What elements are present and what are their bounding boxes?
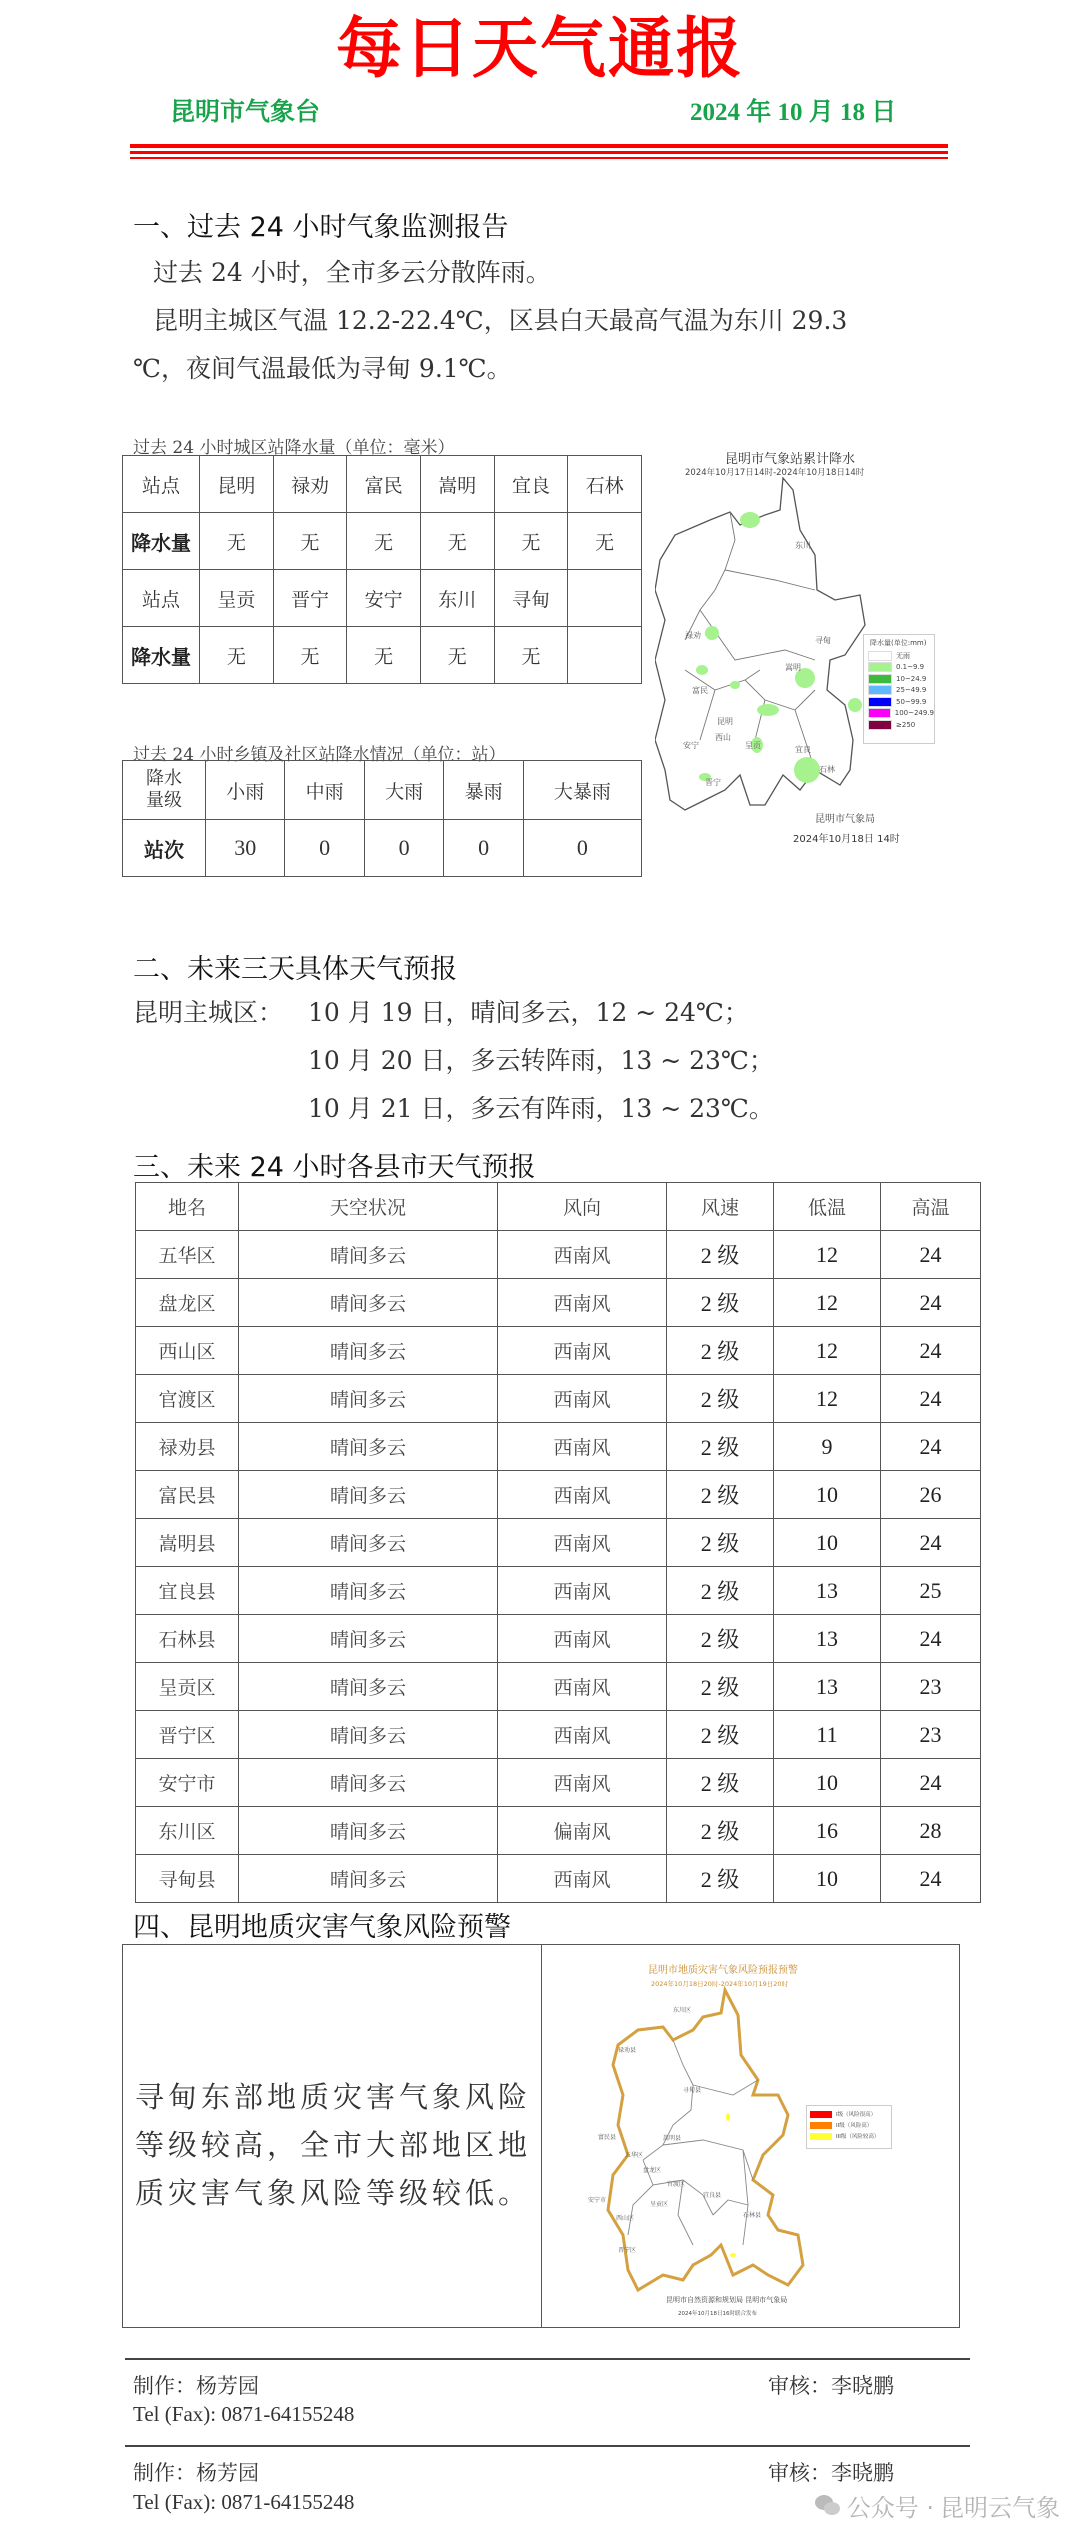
legend-label: 25~49.9: [896, 686, 927, 694]
high-temp-cell: 23: [881, 1663, 981, 1711]
place-cell: 嵩明县: [136, 1519, 239, 1567]
low-temp-cell: 10: [774, 1759, 881, 1807]
count-cell: 0: [364, 820, 443, 877]
high-temp-cell: 23: [881, 1711, 981, 1759]
bulletin-title: 每日天气通报: [336, 9, 744, 87]
wind-direction-cell: 西南风: [498, 1375, 667, 1423]
row-label: [123, 761, 206, 820]
legend-label: II级（风险高）: [836, 2123, 873, 2129]
table-row: [123, 627, 642, 684]
wechat-icon: [815, 2495, 841, 2517]
wind-direction-cell: 西南风: [498, 1471, 667, 1519]
watermark-name: 昆明云气象: [940, 2494, 1060, 2522]
sky-cell: 晴间多云: [239, 1759, 498, 1807]
town-rain-table-caption: 过去 24 小时乡镇及社区站降水情况（单位：站）: [133, 745, 506, 765]
level-label-line1: 降水: [146, 768, 182, 789]
wind-direction-cell: 西南风: [498, 1759, 667, 1807]
rain-cell: 无: [568, 513, 642, 570]
low-temp-cell: 12: [774, 1279, 881, 1327]
low-temp-cell: 9: [774, 1423, 881, 1471]
column-header: 高温: [881, 1183, 981, 1231]
place-cell: 晋宁区: [136, 1711, 239, 1759]
table-row: [136, 1807, 981, 1855]
high-temp-cell: 28: [881, 1807, 981, 1855]
high-temp-cell: 24: [881, 1279, 981, 1327]
town-rain-table: [122, 760, 642, 877]
rain-map-label: 晋宁: [705, 778, 721, 787]
station-cell: 寻甸: [494, 570, 568, 627]
rain-legend-item: [868, 697, 934, 706]
geo-map-label: 呈贡区: [650, 2201, 669, 2208]
rain-map-label: 宜良: [795, 745, 811, 754]
rain-map-label: 东川: [795, 541, 811, 550]
column-header: 地名: [136, 1183, 239, 1231]
forecast-day-2: 10 月 20 日，多云转阵雨，13 ~ 23℃；: [308, 1046, 774, 1075]
station-cell: 嵩明: [420, 456, 494, 513]
station-cell: 东川: [420, 570, 494, 627]
place-cell: 宜良县: [136, 1567, 239, 1615]
section1-summary: 过去 24 小时，全市多云分散阵雨。: [153, 258, 551, 287]
rain-map-issuer: 昆明市气象局: [815, 814, 875, 825]
legend-label: 0.1~9.9: [896, 663, 925, 671]
high-temp-cell: 24: [881, 1759, 981, 1807]
legend-label: ≥250: [896, 720, 916, 729]
legend-label: 10~24.9: [896, 674, 927, 683]
wechat-watermark: [815, 2488, 1060, 2523]
footer-tel: Tel (Fax): 0871-64155248: [133, 2490, 355, 2514]
place-cell: 盘龙区: [136, 1279, 239, 1327]
legend-label: I级（风险很高）: [836, 2112, 877, 2118]
count-cell: 0: [285, 820, 364, 877]
high-temp-cell: 24: [881, 1855, 981, 1903]
rain-map-label: 西山: [715, 733, 731, 742]
sky-cell: 晴间多云: [239, 1567, 498, 1615]
table-row: [136, 1855, 981, 1903]
wind-direction-cell: 西南风: [498, 1567, 667, 1615]
rain-map-label: 富民: [692, 686, 708, 695]
wind-speed-cell: 2 级: [667, 1231, 774, 1279]
issuing-organization: 昆明市气象台: [170, 97, 321, 126]
table-row: [136, 1711, 981, 1759]
low-temp-cell: 13: [774, 1567, 881, 1615]
sky-cell: 晴间多云: [239, 1519, 498, 1567]
wind-speed-cell: 2 级: [667, 1327, 774, 1375]
station-cell: 昆明: [200, 456, 274, 513]
rain-legend-item: [868, 709, 934, 718]
legend-swatch: [810, 2133, 832, 2140]
table-row: [136, 1375, 981, 1423]
wind-direction-cell: 西南风: [498, 1615, 667, 1663]
wind-direction-cell: 西南风: [498, 1519, 667, 1567]
wind-speed-cell: 2 级: [667, 1711, 774, 1759]
rain-map-title: 昆明市气象站累计降水: [725, 452, 856, 467]
county-forecast-table: [135, 1182, 981, 1903]
table-row: [123, 820, 642, 877]
row-label: 站点: [123, 570, 200, 627]
sky-cell: 晴间多云: [239, 1375, 498, 1423]
rain-legend-item: [868, 663, 934, 672]
row-label: 降水量: [123, 513, 200, 570]
wind-speed-cell: 2 级: [667, 1423, 774, 1471]
sky-cell: 晴间多云: [239, 1807, 498, 1855]
level-cell: 小雨: [206, 761, 285, 820]
place-cell: 五华区: [136, 1231, 239, 1279]
table-row: [123, 513, 642, 570]
legend-swatch: [868, 662, 892, 672]
legend-label: 无雨: [896, 651, 910, 660]
footer-divider: [125, 2445, 970, 2447]
geo-map-label: 盘龙区: [643, 2167, 662, 2174]
wind-direction-cell: 西南风: [498, 1711, 667, 1759]
wind-speed-cell: 2 级: [667, 1279, 774, 1327]
rain-map-label: 昆明: [717, 717, 733, 726]
rain-map-label: 寻甸: [815, 636, 831, 645]
place-cell: 石林县: [136, 1615, 239, 1663]
legend-label: 100~249.9: [894, 709, 934, 717]
forecast-area-label: 昆明主城区：: [133, 998, 284, 1027]
table-row: [136, 1231, 981, 1279]
count-cell: 0: [444, 820, 523, 877]
legend-swatch: [868, 651, 892, 661]
table-row: [136, 1327, 981, 1375]
rain-cell: 无: [273, 513, 347, 570]
sky-cell: 晴间多云: [239, 1231, 498, 1279]
sky-cell: 晴间多云: [239, 1711, 498, 1759]
legend-swatch: [810, 2122, 832, 2129]
geo-map-issued: 2024年10月18日16时联合发布: [678, 2311, 757, 2317]
geo-map-title: 昆明市地质灾害气象风险预报预警: [648, 1965, 798, 1976]
place-cell: 西山区: [136, 1327, 239, 1375]
rain-map-legend: [863, 634, 935, 744]
table-row: [123, 761, 642, 820]
row-label: 站点: [123, 456, 200, 513]
table-row: [136, 1567, 981, 1615]
wind-direction-cell: 西南风: [498, 1663, 667, 1711]
legend-swatch: [868, 674, 892, 684]
station-cell: [568, 570, 642, 627]
low-temp-cell: 16: [774, 1807, 881, 1855]
rain-map-label: 嵩明: [785, 663, 801, 672]
geo-hazard-map: [543, 1945, 959, 2327]
legend-swatch: [868, 697, 892, 707]
wind-speed-cell: 2 级: [667, 1807, 774, 1855]
level-label-line2: 量级: [146, 790, 182, 811]
footer-maker: 制作：杨芳园: [133, 2461, 259, 2485]
low-temp-cell: 10: [774, 1519, 881, 1567]
wind-speed-cell: 2 级: [667, 1615, 774, 1663]
geo-map-label: 五华区: [625, 2152, 644, 2159]
bulletin-date: 2024 年 10 月 18 日: [690, 99, 897, 126]
low-temp-cell: 12: [774, 1327, 881, 1375]
geo-map-legend: [806, 2105, 892, 2149]
footer-maker: 制作：杨芳园: [133, 2374, 259, 2398]
wind-direction-cell: 西南风: [498, 1423, 667, 1471]
geo-map-label: 富民县: [598, 2134, 617, 2141]
legend-swatch: [868, 720, 892, 730]
high-temp-cell: 24: [881, 1615, 981, 1663]
wind-speed-cell: 2 级: [667, 1471, 774, 1519]
legend-label: 50~99.9: [896, 697, 927, 706]
high-temp-cell: 24: [881, 1375, 981, 1423]
rain-map-issued-time: 2024年10月18日 14时: [793, 834, 900, 845]
rain-map-period: 2024年10月17日14时-2024年10月18日14时: [685, 468, 865, 478]
low-temp-cell: 13: [774, 1615, 881, 1663]
table-header-row: [136, 1183, 981, 1231]
forecast-day-3: 10 月 21 日，多云有阵雨，13 ~ 23℃。: [308, 1094, 774, 1123]
wind-direction-cell: 西南风: [498, 1855, 667, 1903]
wind-direction-cell: 西南风: [498, 1231, 667, 1279]
low-temp-cell: 12: [774, 1231, 881, 1279]
low-temp-cell: 10: [774, 1471, 881, 1519]
geo-hazard-panel: [122, 1944, 960, 2328]
geo-map-label: 西山区: [616, 2215, 635, 2222]
table-row: [136, 1615, 981, 1663]
rain-legend-item: [868, 686, 934, 695]
wind-speed-cell: 2 级: [667, 1855, 774, 1903]
header-red-rule: [130, 144, 948, 159]
footer-reviewer: 审核：李晓鹏: [768, 2461, 894, 2485]
section2-heading: 二、未来三天具体天气预报: [133, 954, 457, 985]
rain-cell: 无: [420, 627, 494, 684]
geo-map-label: 东川区: [673, 2007, 692, 2014]
sky-cell: 晴间多云: [239, 1615, 498, 1663]
level-cell: 大暴雨: [523, 761, 641, 820]
wind-speed-cell: 2 级: [667, 1567, 774, 1615]
table-row: [136, 1423, 981, 1471]
geo-hazard-text-cell: [123, 1945, 542, 2327]
station-cell: 富民: [347, 456, 421, 513]
rain-cell: 无: [200, 627, 274, 684]
station-cell: 呈贡: [200, 570, 274, 627]
section1-temperature-line1: 昆明主城区气温 12.2-22.4℃，区县白天最高气温为东川 29.3: [153, 306, 848, 335]
geo-map-label: 晋宁区: [618, 2247, 637, 2254]
watermark-prefix: 公众号 ·: [846, 2494, 934, 2522]
legend-swatch: [810, 2111, 832, 2118]
sky-cell: 晴间多云: [239, 1471, 498, 1519]
geo-map-period: 2024年10月18日20时-2024年10月19日20时: [651, 1980, 789, 1988]
footer-reviewer: 审核：李晓鹏: [768, 2374, 894, 2398]
table-row: [136, 1759, 981, 1807]
wind-direction-cell: 偏南风: [498, 1807, 667, 1855]
footer-tel: Tel (Fax): 0871-64155248: [133, 2402, 355, 2426]
rain-cell: 无: [273, 627, 347, 684]
rain-cell: 无: [420, 513, 494, 570]
place-cell: 呈贡区: [136, 1663, 239, 1711]
station-cell: 安宁: [347, 570, 421, 627]
geo-legend-item: [810, 2110, 891, 2118]
count-cell: 30: [206, 820, 285, 877]
level-cell: 暴雨: [444, 761, 523, 820]
place-cell: 东川区: [136, 1807, 239, 1855]
wind-speed-cell: 2 级: [667, 1519, 774, 1567]
rain-cell: 无: [494, 627, 568, 684]
high-temp-cell: 26: [881, 1471, 981, 1519]
place-cell: 安宁市: [136, 1759, 239, 1807]
rain-cell: [568, 627, 642, 684]
sky-cell: 晴间多云: [239, 1327, 498, 1375]
rain-cell: 无: [494, 513, 568, 570]
sky-cell: 晴间多云: [239, 1423, 498, 1471]
geo-map-issuer: 昆明市自然资源和规划局 昆明市气象局: [666, 2296, 788, 2304]
level-cell: 大雨: [364, 761, 443, 820]
section4-heading: 四、昆明地质灾害气象风险预警: [133, 1912, 511, 1943]
low-temp-cell: 10: [774, 1855, 881, 1903]
row-label: 降水量: [123, 627, 200, 684]
rain-cell: 无: [200, 513, 274, 570]
rain-cell: 无: [347, 513, 421, 570]
level-cell: 中雨: [285, 761, 364, 820]
city-rain-table-caption: 过去 24 小时城区站降水量（单位：毫米）: [133, 438, 455, 458]
count-cell: 0: [523, 820, 641, 877]
sky-cell: 晴间多云: [239, 1279, 498, 1327]
column-header: 风速: [667, 1183, 774, 1231]
section3-heading: 三、未来 24 小时各县市天气预报: [133, 1152, 536, 1183]
table-row: [136, 1663, 981, 1711]
legend-swatch: [868, 708, 891, 718]
high-temp-cell: 24: [881, 1519, 981, 1567]
wind-direction-cell: 西南风: [498, 1327, 667, 1375]
legend-label: III级（风险较高）: [836, 2134, 880, 2140]
rain-legend-item: [868, 674, 934, 683]
geo-map-label: 安宁市: [588, 2197, 607, 2204]
city-rain-table: [122, 455, 642, 684]
wind-speed-cell: 2 级: [667, 1663, 774, 1711]
rain-map-label: 呈贡: [745, 741, 761, 750]
legend-swatch: [868, 685, 892, 695]
geo-hazard-summary: 寻甸东部地质灾害气象风险等级较高，全市大部地区地质灾害气象风险等级较低。: [135, 2080, 532, 2210]
station-cell: 晋宁: [273, 570, 347, 627]
row-label: 站次: [123, 820, 206, 877]
rain-legend-item: [868, 720, 934, 729]
table-row: [136, 1471, 981, 1519]
sky-cell: 晴间多云: [239, 1855, 498, 1903]
station-cell: 石林: [568, 456, 642, 513]
table-row: [123, 570, 642, 627]
table-row: [136, 1519, 981, 1567]
geo-map-label: 寻甸县: [683, 2087, 702, 2094]
geo-map-label: 宜良县: [703, 2192, 722, 2199]
geo-map-label: 嵩明县: [663, 2135, 682, 2142]
high-temp-cell: 24: [881, 1327, 981, 1375]
rain-legend-item: [868, 651, 934, 660]
sky-cell: 晴间多云: [239, 1663, 498, 1711]
geo-map-label: 官渡区: [667, 2181, 686, 2188]
geo-legend-item: [810, 2121, 891, 2129]
low-temp-cell: 11: [774, 1711, 881, 1759]
column-header: 低温: [774, 1183, 881, 1231]
place-cell: 富民县: [136, 1471, 239, 1519]
low-temp-cell: 13: [774, 1663, 881, 1711]
column-header: 风向: [498, 1183, 667, 1231]
high-temp-cell: 25: [881, 1567, 981, 1615]
table-row: [136, 1279, 981, 1327]
footer-divider: [125, 2358, 970, 2360]
rain-legend-title: 降水量(单位:mm): [870, 639, 927, 647]
low-temp-cell: 12: [774, 1375, 881, 1423]
wind-speed-cell: 2 级: [667, 1759, 774, 1807]
place-cell: 官渡区: [136, 1375, 239, 1423]
table-row: [123, 456, 642, 513]
forecast-day-1: 10 月 19 日，晴间多云，12 ~ 24℃；: [308, 998, 749, 1027]
geo-map-label: 禄劝县: [618, 2047, 637, 2054]
rain-map-label: 禄劝: [685, 631, 701, 640]
rainfall-map: [655, 440, 975, 890]
wind-direction-cell: 西南风: [498, 1279, 667, 1327]
rain-map-label: 石林: [819, 765, 835, 774]
high-temp-cell: 24: [881, 1423, 981, 1471]
place-cell: 禄劝县: [136, 1423, 239, 1471]
high-temp-cell: 24: [881, 1231, 981, 1279]
column-header: 天空状况: [239, 1183, 498, 1231]
wind-speed-cell: 2 级: [667, 1375, 774, 1423]
geo-legend-item: [810, 2132, 891, 2140]
geo-map-label: 石林县: [743, 2212, 762, 2219]
station-cell: 禄劝: [273, 456, 347, 513]
section1-heading: 一、过去 24 小时气象监测报告: [133, 212, 509, 243]
place-cell: 寻甸县: [136, 1855, 239, 1903]
section1-temperature-line2: ℃，夜间气温最低为寻甸 9.1℃。: [133, 354, 512, 383]
rain-cell: 无: [347, 627, 421, 684]
rain-map-label: 安宁: [683, 741, 699, 750]
station-cell: 宜良: [494, 456, 568, 513]
